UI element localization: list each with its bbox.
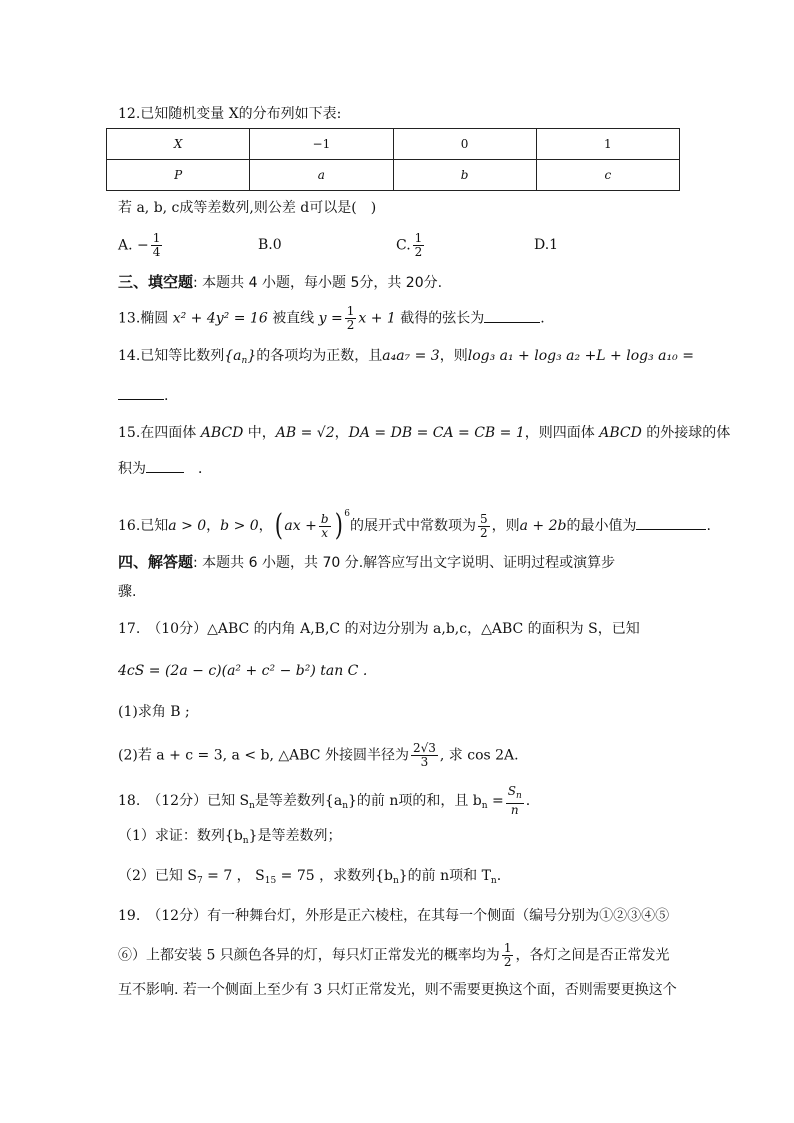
section4-desc2: 骤. <box>118 584 137 600</box>
left-paren: ( <box>274 508 283 543</box>
table-cell: P <box>107 160 250 191</box>
option-c-label: C. <box>396 237 411 254</box>
q16-mid2: ，则 <box>491 518 520 534</box>
section4-desc: : 本题共 6 小题，共 70 分.解答应写出文字说明、证明过程或演算步 <box>193 555 616 571</box>
q18-pre: 18. （12分）已知 S <box>118 793 250 809</box>
answer-blank[interactable] <box>636 515 706 530</box>
q18-part2-pre: （2）已知 S <box>118 868 197 884</box>
q19-line2-pre: ⑥）上都安装 5 只颜色各异的灯，每只灯正常发光的概率均为 <box>118 947 500 964</box>
q18-part2-mid: }的前 n项和 T <box>398 868 491 884</box>
q16-power: 6 <box>344 509 350 519</box>
q15-equalities: DA = DB = CA = CB = 1 <box>348 425 525 441</box>
q16-cond1: a > 0 <box>168 518 207 534</box>
q16-ax: ax + <box>284 518 317 534</box>
answer-blank[interactable] <box>484 308 540 323</box>
q19-line1: 19. （12分）有一种舞台灯，外形是正六棱柱，在其每一个侧面（编号分别为①②③④⑤ <box>118 908 670 924</box>
q14-sequence <box>224 348 256 364</box>
table-cell: −1 <box>250 129 393 160</box>
sub: 15 <box>264 876 277 886</box>
s7-value: = 7 ， <box>202 868 251 884</box>
table-row <box>107 129 680 160</box>
numerator <box>506 785 524 804</box>
q18-part2-end: . <box>496 868 502 884</box>
table-cell: b <box>393 160 536 191</box>
option-b: B.0 <box>258 237 282 253</box>
q13: 13.椭圆 x² + 4y² = 16 被直线 y = $\frac{1}{2}$ x + 1 截得的弦长为 . <box>118 304 545 332</box>
denominator: n <box>510 803 519 817</box>
q17-part2-pre: (2)若 a + c = 3, a < b, △ABC 外接圆半径为 <box>118 747 409 764</box>
table-cell: 0 <box>393 129 536 160</box>
q15-line2-end: ． <box>198 461 212 477</box>
answer-blank[interactable] <box>118 385 164 400</box>
q15-tetra2: ABCD <box>599 425 642 441</box>
q18-part1-pre: （1）求证：数列{b <box>118 828 243 844</box>
q14 <box>118 346 694 371</box>
q16-sep2: ， <box>258 518 273 534</box>
seq-close: } <box>247 348 257 364</box>
table-cell: 1 <box>536 129 679 160</box>
numerator: 2√3 <box>412 741 436 755</box>
denominator: 4 <box>152 245 161 259</box>
numerator: 1 <box>414 231 423 245</box>
q15-line1 <box>118 423 731 443</box>
q12-followup: 若 a, b, c成等差数列,则公差 d可以是( ) <box>118 200 377 216</box>
q16-post: 的最小值为 <box>566 518 637 534</box>
q16-pre: 16.已知 <box>118 518 169 534</box>
q15-line2 <box>118 458 684 479</box>
fraction <box>478 513 490 540</box>
q16-expr2: a + 2b <box>519 518 567 534</box>
q16-cond2: b > 0 <box>220 518 259 534</box>
q18-sub: n <box>249 801 255 811</box>
sub: 7 <box>196 876 203 886</box>
q18-mid2: }的前 n项的和，且 b <box>347 793 482 809</box>
q18-part2 <box>118 866 684 891</box>
numerator-s: S <box>507 784 516 798</box>
table-row <box>107 160 680 191</box>
q16 <box>118 504 711 543</box>
q13-line-rest: x + 1 <box>358 310 396 327</box>
denominator: 2 <box>479 525 488 540</box>
q19-line3: 互不影响. 若一个侧面上至少有 3 只灯正常发光，则不需要更换这个面，否则需要更换这个 <box>118 982 677 998</box>
distribution-table <box>106 128 680 191</box>
q17-line2: 4cS = (2a − c)(a² + c² − b²) tan C . <box>118 663 368 679</box>
q15-end: 的外接球的体 <box>641 425 731 441</box>
numerator: b <box>320 511 329 526</box>
q18-sub3: n <box>481 801 488 811</box>
q14-blank-line: . <box>118 385 684 406</box>
q18-part1-post: }是等差数列； <box>248 828 342 844</box>
fraction <box>151 232 163 259</box>
q15-pre: 15.在四面体 <box>118 425 201 441</box>
table-cell: X <box>107 129 250 160</box>
fraction <box>413 232 425 259</box>
q15-sep: ， <box>334 425 349 441</box>
seq-open: {a <box>224 348 242 364</box>
fraction <box>506 785 524 817</box>
q18-mid: 是等差数列{a <box>254 793 343 809</box>
seq-sub: n <box>241 356 248 366</box>
fraction <box>411 742 438 769</box>
q15-line2-text: 积为 <box>118 461 146 477</box>
s15: S <box>250 868 265 884</box>
q14-mid: 的各项均为正数，且 <box>256 348 383 364</box>
numerator: 1 <box>152 231 161 245</box>
q14-pre: 14.已知等比数列 <box>118 348 225 364</box>
q18-line1 <box>118 785 684 817</box>
q16-sep: ， <box>206 518 221 534</box>
q18-sub2: n <box>342 801 348 811</box>
denominator: 3 <box>420 755 429 769</box>
option-d: D.1 <box>534 237 559 253</box>
fraction <box>319 513 331 540</box>
q14-expression: log₃ a₁ + log₃ a₂ +L + log₃ a₁₀ = <box>467 348 694 364</box>
q16-mid: 的展开式中常数项为 <box>349 518 476 534</box>
section4-title: 四、解答题 <box>118 553 194 571</box>
section4-heading <box>118 552 684 573</box>
q19-line2 <box>118 942 684 969</box>
q17-line1: 17. （10分）△ABC 的内角 A,B,C 的对边分别为 a,b,c，△ABC 的面积为 S，已知 <box>118 621 640 637</box>
q13-line-y: y = <box>318 310 343 327</box>
section3-desc: : 本题共 4 小题，每小题 5分，共 20分. <box>193 275 443 291</box>
numerator: 1 <box>346 304 355 318</box>
q13-equation: x² + 4y² = 16 <box>172 310 268 327</box>
q18-part1-sub: n <box>242 836 249 846</box>
option-a-label: A. − <box>118 237 149 254</box>
q13-pre: 13.椭圆 <box>118 310 169 327</box>
numerator: 1 <box>503 941 512 955</box>
sub: n <box>490 876 497 886</box>
table-cell: c <box>536 160 679 191</box>
q12-stem: 12.已知随机变量 X的分布列如下表: <box>118 106 342 122</box>
fraction <box>345 305 357 332</box>
section3-heading <box>118 272 684 293</box>
numerator-sub: n <box>516 791 522 801</box>
denominator: 2 <box>414 245 423 259</box>
denominator: 2 <box>346 318 355 332</box>
denominator: x <box>321 525 329 540</box>
q18-end: . <box>525 793 531 809</box>
q13-post: 截得的弦长为 <box>400 310 485 327</box>
option-c <box>396 232 426 259</box>
q15-ab: AB = √2 <box>275 425 335 441</box>
s15-value: = 75 ，求数列{b <box>276 868 393 884</box>
q17-part2 <box>118 742 684 769</box>
fraction <box>502 942 514 969</box>
answer-blank[interactable] <box>146 458 184 473</box>
table-cell: a <box>250 160 393 191</box>
right-paren: ) <box>334 508 343 543</box>
q15-post: ，则四面体 <box>524 425 600 441</box>
q18-part1 <box>118 826 684 851</box>
q14-condition: a₄a₇ = 3 <box>382 348 440 364</box>
q19-line2-post: ，各灯之间是否正常发光 <box>515 947 670 964</box>
section3-title: 三、填空题 <box>118 273 194 291</box>
q16-end: . <box>706 518 711 534</box>
denominator: 2 <box>503 955 512 969</box>
numerator: 5 <box>479 511 488 526</box>
sub: n <box>392 876 399 886</box>
q17-part1: (1)求角 B ; <box>118 704 190 720</box>
q18-eq: = <box>487 793 504 809</box>
q14-mid2: ，则 <box>439 348 468 364</box>
q17-part2-post: , 求 cos 2A. <box>439 747 519 764</box>
option-a <box>118 232 164 259</box>
q15-mid: 中， <box>243 425 276 441</box>
q15-tetra: ABCD <box>200 425 244 441</box>
q13-mid: 被直线 <box>272 310 315 327</box>
